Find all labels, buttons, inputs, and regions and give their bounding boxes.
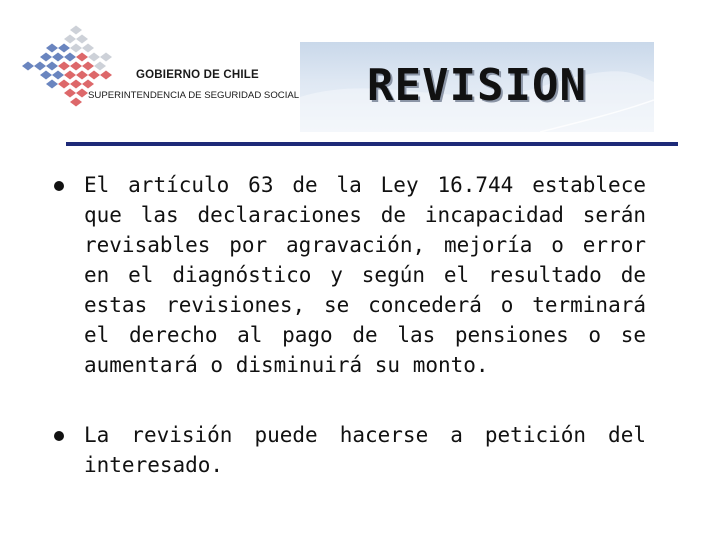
logo-cell [46,62,58,71]
logo-cell [58,62,70,71]
logo-cell [70,26,82,35]
logo-cell [88,53,100,62]
gov-title: GOBIERNO DE CHILE [136,69,259,81]
gov-subtitle: SUPERINTENDENCIA DE SEGURIDAD SOCIAL [88,90,300,101]
header-divider [66,142,678,146]
logo-cell [40,53,52,62]
bullet-dot-icon [54,431,64,441]
logo-cell [76,53,88,62]
logo-cell [64,35,76,44]
logo-cell [58,44,70,53]
logo-cell [94,62,106,71]
logo-cell [88,71,100,80]
logo-cell [52,53,64,62]
logo-cell [40,71,52,80]
logo-cell [64,71,76,80]
logo-cell [22,62,34,71]
logo-cell [100,53,112,62]
logo-cell [70,98,82,107]
bullet-text: El artículo 63 de la Ley 16.744 establece que las declaraciones de incapacidad serán revisables por agravación, mejoría o error en el diagnóstico y según el resultado de estas revisiones, se concederá o terminará el derecho al pago de las pensiones o se aumentará o disminuirá su monto. [84,173,646,377]
bullet-item [52,170,646,380]
slide-title: REVISION [367,60,587,111]
logo-cell [64,89,76,98]
logo-cell [46,80,58,89]
bullet-text: La revisión puede hacerse a petición del interesado. [84,423,646,477]
logo-cell [100,71,112,80]
logo-cell [82,80,94,89]
logo-cell [76,89,88,98]
title-banner [300,42,654,132]
logo-cell [52,71,64,80]
logo-cell [82,62,94,71]
logo-cell [70,80,82,89]
bullet-item [52,420,646,480]
logo-cell [82,44,94,53]
logo-cell [46,44,58,53]
bullet-list [52,170,646,520]
logo-cell [64,53,76,62]
bullet-dot-icon [54,181,64,191]
logo-cell [58,80,70,89]
government-cube-logo-icon [18,22,128,122]
logo-cell [70,62,82,71]
logo-cell [76,71,88,80]
logo-cell [34,62,46,71]
logo-cell [70,44,82,53]
logo-cell [76,35,88,44]
